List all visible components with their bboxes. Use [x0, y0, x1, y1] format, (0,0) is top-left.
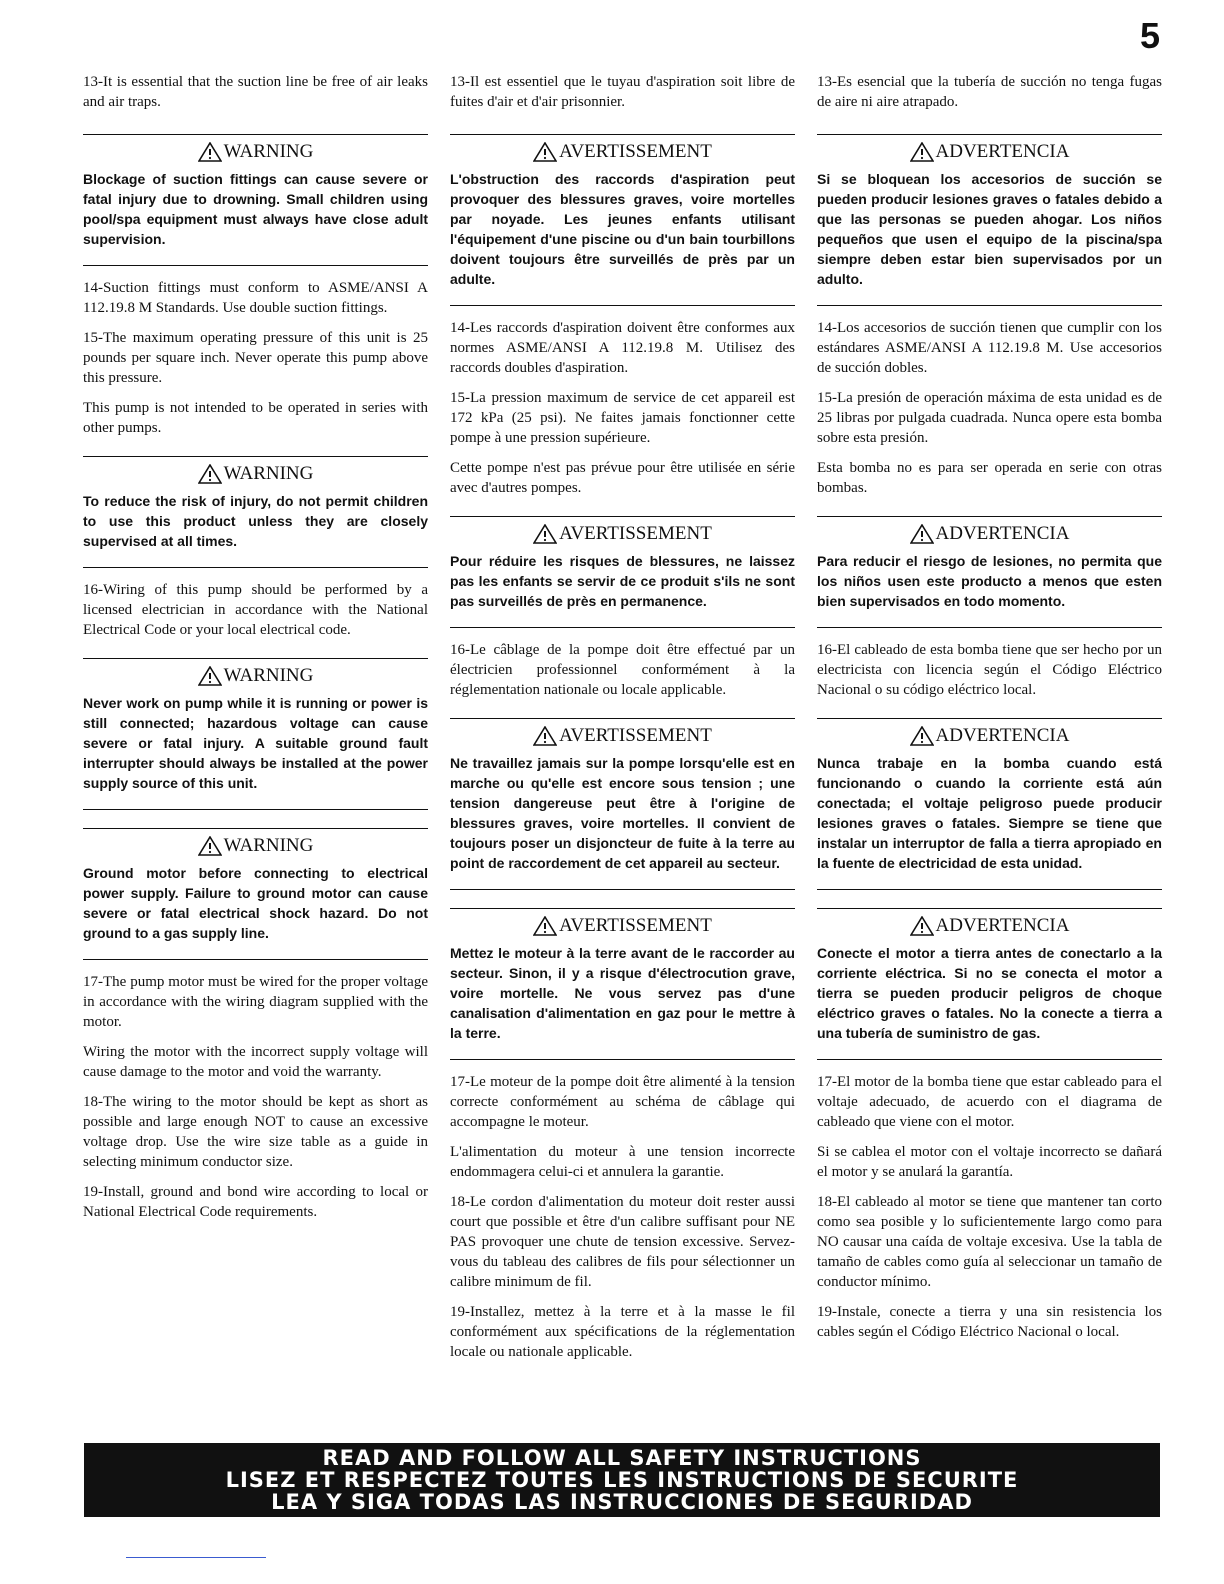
warning-heading — [817, 915, 1162, 937]
warning-triangle-icon — [533, 142, 557, 162]
warning-text: Blockage of suction fittings can cause severe or fatal injury due to drowning. Small children using pool/spa equipment must always have close adult supervision. — [83, 171, 428, 247]
warning-label: AVERTISSEMENT — [559, 141, 712, 162]
warning-heading — [83, 665, 428, 687]
item-15: 15-La pression maximum de service de cet appareil est 172 kPa (25 psi). Ne faites jamais fonctionner cette pompe à une pression supérieure. — [450, 390, 795, 446]
item-17-note: Wiring the motor with the incorrect supply voltage will cause damage to the motor and void the warranty. — [83, 1044, 428, 1080]
warning-triangle-icon — [198, 464, 222, 484]
warning-label: WARNING — [223, 835, 314, 856]
warning-text: L'obstruction des raccords d'aspiration peut provoquer des blessures graves, voire mortelles par noyade. Les jeunes enfants utilisant l'équipement d'une piscine ou d'un bain tourbillons doivent toujours être surveillés de près par un adulte. — [450, 171, 795, 287]
item-17-note: L'alimentation du moteur à une tension incorrecte endommagera celui-ci et annulera la garantie. — [450, 1144, 795, 1180]
warning-triangle-icon — [533, 916, 557, 936]
warning-heading — [83, 463, 428, 485]
warning-box — [83, 134, 428, 266]
warning-box — [450, 718, 795, 890]
item-17: 17-Le moteur de la pompe doit être alimenté à la tension correcte conformément au schéma de câblage qui accompagne le moteur. — [450, 1074, 795, 1130]
warning-heading — [817, 523, 1162, 545]
item-13: 13-Il est essentiel que le tuyau d'aspiration soit libre de fuites d'air et d'air prisonnier. — [450, 74, 795, 110]
warning-text: Para reducir el riesgo de lesiones, no permita que los niños usen este producto a menos que esten bien supervisados en todo momento. — [817, 553, 1162, 609]
warning-label: WARNING — [223, 141, 314, 162]
warning-heading — [83, 835, 428, 857]
warning-heading — [450, 915, 795, 937]
column-spanish — [817, 72, 1162, 1352]
item-15: 15-The maximum operating pressure of this unit is 25 pounds per square inch. Never operate this pump above this pressure. — [83, 330, 428, 386]
item-15-note: Cette pompe n'est pas prévue pour être utilisée en série avec d'autres pompes. — [450, 460, 795, 496]
warning-heading — [450, 141, 795, 163]
warning-label: AVERTISSEMENT — [559, 915, 712, 936]
item-19: 19-Installez, mettez à la terre et à la masse le fil conformément aux spécifications de la réglementation locale ou nationale applicable. — [450, 1304, 795, 1360]
warning-label: ADVERTENCIA — [935, 915, 1070, 936]
item-19: 19-Instale, conecte a tierra y una sin resistencia los cables según el Código Eléctrico Nacional o local. — [817, 1304, 1162, 1340]
item-15-note: Esta bomba no es para ser operada en serie con otras bombas. — [817, 460, 1162, 496]
warning-heading — [450, 523, 795, 545]
warning-triangle-icon — [533, 524, 557, 544]
safety-banner — [84, 1443, 1160, 1517]
warning-label: ADVERTENCIA — [935, 523, 1070, 544]
item-15-note: This pump is not intended to be operated in series with other pumps. — [83, 400, 428, 436]
item-14: 14-Les raccords d'aspiration doivent être conformes aux normes ASME/ANSI A 112.19.8 M. Utilisez des raccords doubles d'aspiration. — [450, 320, 795, 376]
warning-heading — [817, 141, 1162, 163]
footer-rule — [126, 1557, 266, 1558]
item-16: 16-Le câblage de la pompe doit être effectué par un électricien professionnel conformément à la réglementation nationale ou locale applicable. — [450, 642, 795, 698]
warning-triangle-icon — [910, 726, 934, 746]
warning-box — [817, 718, 1162, 890]
item-17: 17-The pump motor must be wired for the proper voltage in accordance with the wiring diagram supplied with the motor. — [83, 974, 428, 1030]
item-14: 14-Los accesorios de succión tienen que cumplir con los estándares ASME/ANSI A 112.19.8 M. Use accesorios de succión dobles. — [817, 320, 1162, 376]
warning-box — [83, 456, 428, 568]
warning-box — [450, 134, 795, 306]
warning-box — [450, 516, 795, 628]
warning-box — [450, 908, 795, 1060]
warning-heading — [817, 725, 1162, 747]
item-19: 19-Install, ground and bond wire according to local or National Electrical Code requirements. — [83, 1184, 428, 1220]
warning-label: AVERTISSEMENT — [559, 523, 712, 544]
warning-text: Si se bloquean los accesorios de succión se pueden producir lesiones graves o fatales debido a que las personas se pueden ahogar. Los niños pequeños que usen el equipo de la piscina/spa siempre deben estar bien supervisados por un adulto. — [817, 171, 1162, 287]
warning-label: WARNING — [223, 463, 314, 484]
item-16: 16-El cableado de esta bomba tiene que ser hecho por un electricista con licencia según el Código Eléctrico Nacional o su código eléctrico local. — [817, 642, 1162, 698]
banner-line-spanish: LEA Y SIGA TODAS LAS INSTRUCCIONES DE SEGURIDAD — [271, 1490, 973, 1514]
item-15: 15-La presión de operación máxima de esta unidad es de 25 libras por pulgada cuadrada. Nunca opere esta bomba sobre esta presión. — [817, 390, 1162, 446]
warning-heading — [450, 725, 795, 747]
warning-text: To reduce the risk of injury, do not permit children to use this product unless they are closely supervised at all times. — [83, 493, 428, 549]
item-17: 17-El motor de la bomba tiene que estar cableado para el voltaje adecuado, de acuerdo con el diagrama de cableado que viene con el motor. — [817, 1074, 1162, 1130]
warning-triangle-icon — [198, 666, 222, 686]
column-french — [450, 72, 795, 1372]
banner-line-english: READ AND FOLLOW ALL SAFETY INSTRUCTIONS — [322, 1446, 922, 1470]
page-number: 5 — [1139, 15, 1160, 56]
warning-text: Never work on pump while it is running or power is still connected; hazardous voltage can cause severe or fatal injury. A suitable ground fault interrupter should always be installed at the power supply source of this unit. — [83, 695, 428, 791]
item-18: 18-The wiring to the motor should be kept as short as possible and large enough NOT to cause an excessive voltage drop. Use the wire size table as a guide in selecting minimum conductor size. — [83, 1094, 428, 1170]
warning-text: Nunca trabaje en la bomba cuando está funcionando o cuando la corriente está aún conectada; el voltaje peligroso puede producir lesiones graves o fatales. Siempre se tiene que instalar un interruptor de falla a tierra apropiado en la fuente de electricidad de esta unidad. — [817, 755, 1162, 871]
warning-triangle-icon — [533, 726, 557, 746]
warning-box — [817, 516, 1162, 628]
item-18: 18-El cableado al motor se tiene que mantener tan corto como sea posible y lo suficientemente largo como para NO causar una caída de voltaje excesiva. Use la tabla de tamaño de cables como guía al seleccionar un tamaño de conductor mínimo. — [817, 1194, 1162, 1290]
warning-heading — [83, 141, 428, 163]
item-18: 18-Le cordon d'alimentation du moteur doit rester aussi court que possible et être d'un calibre suffisant pour NE PAS provoquer une chute de tension excessive. Servez-vous du tableau des calibres de fils pour sélectionner un calibre minimum de fil. — [450, 1194, 795, 1290]
warning-box — [817, 908, 1162, 1060]
banner-line-french: LISEZ ET RESPECTEZ TOUTES LES INSTRUCTIONS DE SECURITE — [225, 1468, 1019, 1492]
warning-text: Mettez le moteur à la terre avant de le raccorder au secteur. Sinon, il y a risque d'électrocution grave, voire mortelle. Ne vous servez pas d'une canalisation d'alimentation en gaz pour le mettre à la terre. — [450, 945, 795, 1041]
column-english — [83, 72, 428, 1232]
warning-text: Ne travaillez jamais sur la pompe lorsqu'elle est en marche ou qu'elle est encore sous tension ; une tension dangereuse peut être à l'origine de blessures graves, voire mortelles. Il convient de toujours poser un disjoncteur de fuite à la terre au point de raccordement de cet appareil au secteur. — [450, 755, 795, 871]
warning-text: Ground motor before connecting to electrical power supply. Failure to ground motor can cause severe or fatal electrical shock hazard. Do not ground to a gas supply line. — [83, 865, 428, 941]
warning-box — [817, 134, 1162, 306]
warning-label: ADVERTENCIA — [935, 725, 1070, 746]
warning-triangle-icon — [910, 524, 934, 544]
warning-label: WARNING — [223, 665, 314, 686]
warning-text: Conecte el motor a tierra antes de conectarlo a la corriente eléctrica. Si no se conecta el motor a tierra se pueden producir peligros de choque eléctrico graves o fatales. No la conecte a tierra a una tubería de suministro de gas. — [817, 945, 1162, 1041]
item-13: 13-It is essential that the suction line be free of air leaks and air traps. — [83, 74, 428, 110]
item-14: 14-Suction fittings must conform to ASME/ANSI A 112.19.8 M Standards. Use double suction fittings. — [83, 280, 428, 316]
warning-triangle-icon — [198, 142, 222, 162]
warning-label: AVERTISSEMENT — [559, 725, 712, 746]
warning-box — [83, 828, 428, 960]
warning-label: ADVERTENCIA — [935, 141, 1070, 162]
warning-box — [83, 658, 428, 810]
warning-triangle-icon — [198, 836, 222, 856]
item-16: 16-Wiring of this pump should be performed by a licensed electrician in accordance with the National Electrical Code or your local electrical code. — [83, 582, 428, 638]
warning-triangle-icon — [910, 142, 934, 162]
item-17-note: Si se cablea el motor con el voltaje incorrecto se dañará el motor y se anulará la garantía. — [817, 1144, 1162, 1180]
item-13: 13-Es esencial que la tubería de succión no tenga fugas de aire ni aire atrapado. — [817, 74, 1162, 110]
warning-triangle-icon — [910, 916, 934, 936]
warning-text: Pour réduire les risques de blessures, ne laissez pas les enfants se servir de ce produit s'ils ne sont pas surveillés de près en permanence. — [450, 553, 795, 609]
